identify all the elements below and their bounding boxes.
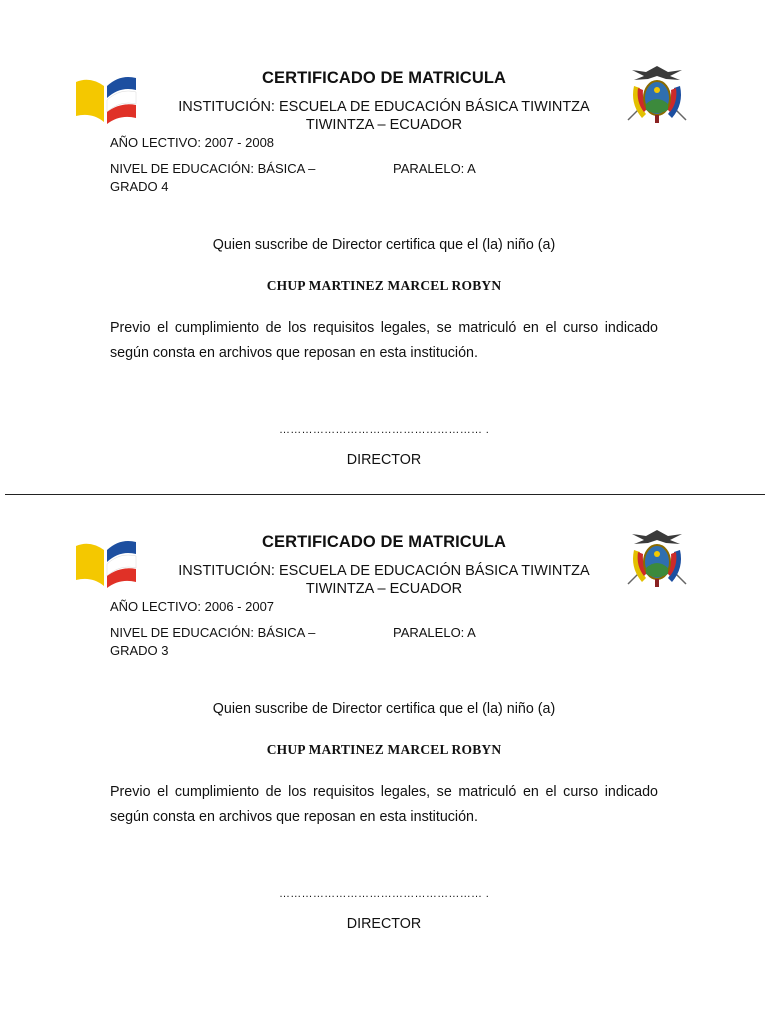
- student-name: CHUP MARTINEZ MARCEL ROBYN: [266, 742, 502, 757]
- certificate-2007-2008: [0, 0, 768, 470]
- institution-name: INSTITUCIÓN: ESCUELA DE EDUCACIÓN BÁSICA TIWINTZA: [178, 99, 590, 115]
- school-year: AÑO LECTIVO: 2007 - 2008: [110, 135, 275, 150]
- enrollment-paragraph: Previo el cumplimiento de los requisitos legales, se matriculó en el curso indicado según consta en archivos que reposan en esta institución.: [110, 320, 658, 361]
- signer-title: DIRECTOR: [346, 452, 422, 468]
- certification-statement: Quien suscribe de Director certifica que el (la) niño (a): [212, 237, 556, 253]
- institution-location: TIWINTZA – ECUADOR: [305, 581, 463, 597]
- education-level: NIVEL DE EDUCACIÓN: BÁSICA –: [110, 161, 316, 176]
- student-name: CHUP MARTINEZ MARCEL ROBYN: [266, 278, 502, 293]
- certificate-title: CERTIFICADO DE MATRICULA: [261, 533, 507, 551]
- certificate-title: CERTIFICADO DE MATRICULA: [261, 69, 507, 87]
- parallel: PARALELO: A: [393, 161, 476, 176]
- enrollment-paragraph: Previo el cumplimiento de los requisitos legales, se matriculó en el curso indicado según consta en archivos que reposan en esta institución.: [110, 784, 658, 825]
- signature-line: ……………………………………………… .: [278, 888, 490, 900]
- school-year: AÑO LECTIVO: 2006 - 2007: [110, 599, 275, 614]
- signature-line: ……………………………………………… .: [278, 424, 490, 436]
- signer-title: DIRECTOR: [346, 916, 422, 932]
- grade: GRADO 3: [110, 643, 169, 658]
- certificate-2006-2007: [0, 464, 768, 934]
- institution-location: TIWINTZA – ECUADOR: [305, 117, 463, 133]
- grade: GRADO 4: [110, 179, 169, 194]
- institution-name: INSTITUCIÓN: ESCUELA DE EDUCACIÓN BÁSICA TIWINTZA: [178, 563, 590, 579]
- parallel: PARALELO: A: [393, 625, 476, 640]
- education-level: NIVEL DE EDUCACIÓN: BÁSICA –: [110, 625, 316, 640]
- certification-statement: Quien suscribe de Director certifica que el (la) niño (a): [212, 701, 556, 717]
